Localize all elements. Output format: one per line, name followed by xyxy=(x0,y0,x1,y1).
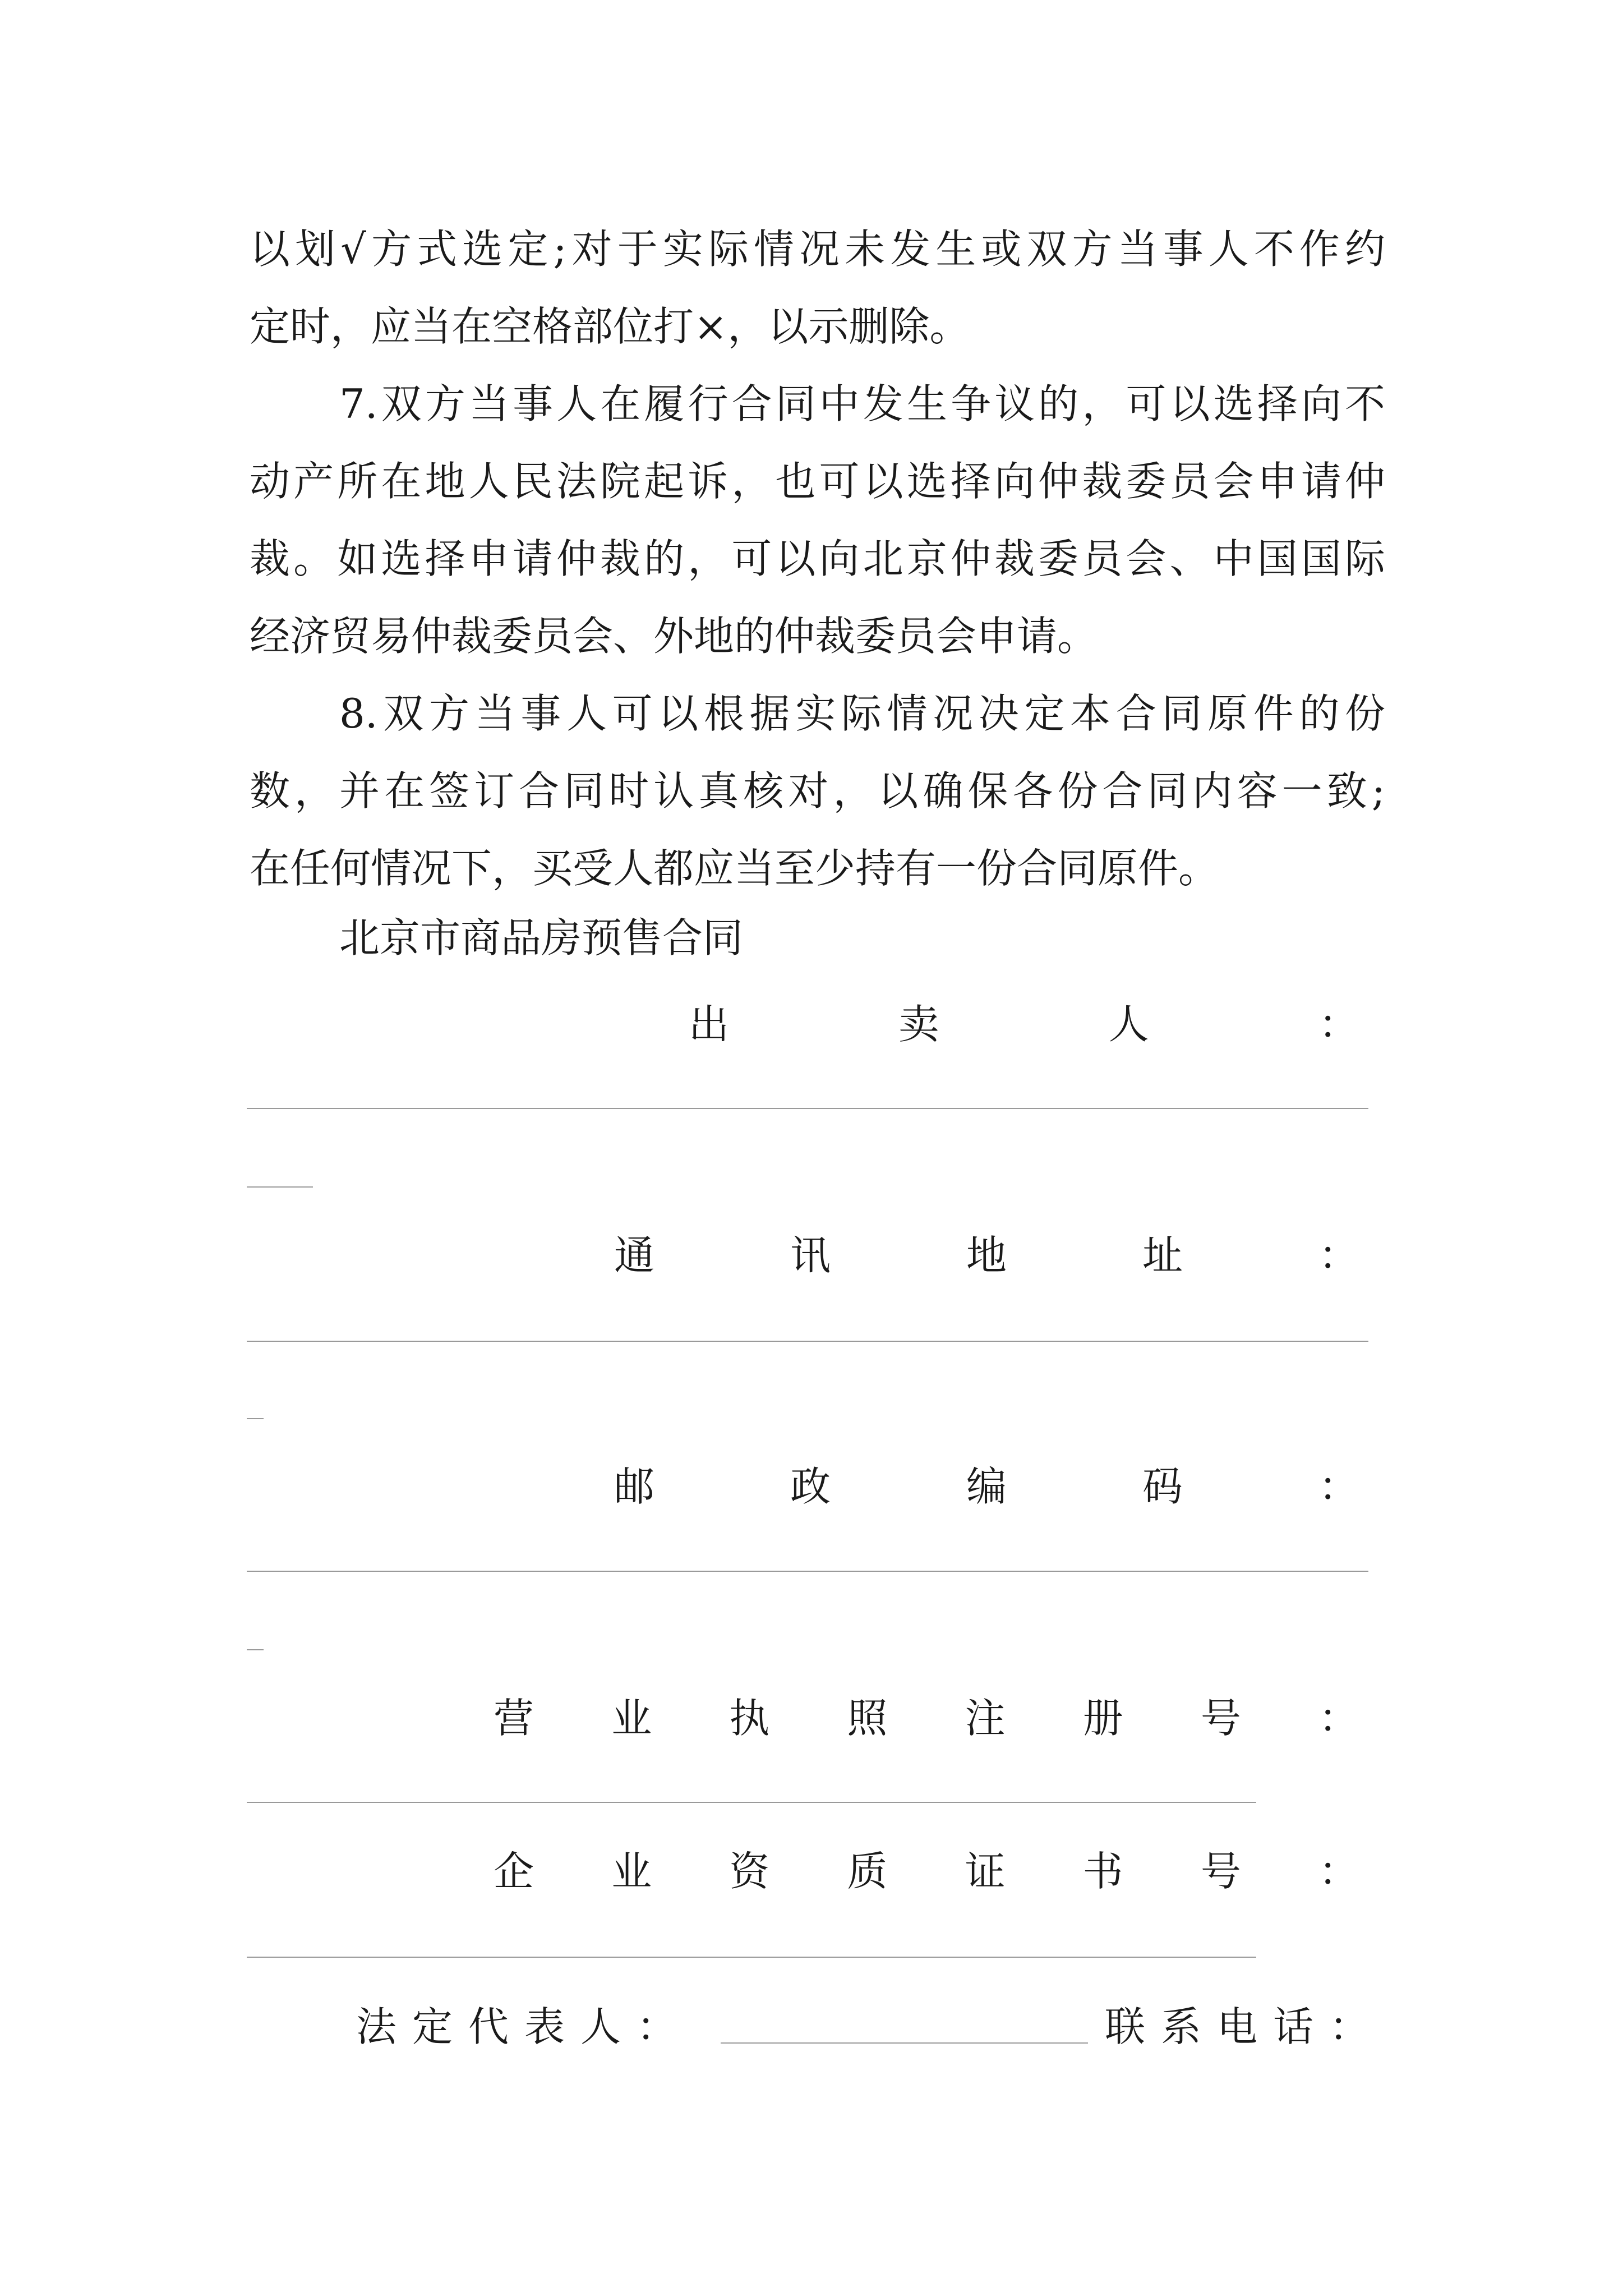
clause-8-line-3: 在任何情况下，买受人都应当至少持有一份合同原件。 xyxy=(250,845,1219,892)
postal-code-label xyxy=(614,1454,1359,1512)
phone-label: 联系电话： xyxy=(1104,2003,1385,2050)
seller-fill-line-tail xyxy=(247,1186,313,1188)
qualification-cert-label-char: 资 xyxy=(729,1848,770,1895)
postal-code-label-colon: ： xyxy=(1318,1463,1359,1510)
business-license-label-char: 册 xyxy=(1082,1695,1123,1742)
business-license-label-char: 营 xyxy=(494,1695,534,1742)
seller-fill-line[interactable] xyxy=(247,1108,1368,1109)
address-fill-line-tail xyxy=(247,1418,264,1419)
address-label-char: 地 xyxy=(966,1232,1007,1279)
clause-7-line-2: 动产所在地人民法院起诉，也可以选择向仲裁委员会申请仲 xyxy=(250,458,1385,505)
qualification-cert-label-char: 业 xyxy=(611,1848,652,1895)
clause-8-line-2: 数，并在签订合同时认真核对，以确保各份合同内容一致; xyxy=(250,767,1385,815)
legal-rep-label: 法定代表人： xyxy=(356,2003,693,2050)
clause-6-line-2: 定时，应当在空格部位打×，以示删除。 xyxy=(250,303,970,350)
seller-label-char: 人 xyxy=(1108,1001,1149,1048)
business-license-label xyxy=(494,1686,1359,1744)
seller-label-char: 出 xyxy=(689,1001,730,1048)
legal-rep-fill-line[interactable] xyxy=(721,2003,1088,2044)
clause-7-line-1: 7.双方当事人在履行合同中发生争议的，可以选择向不 xyxy=(339,380,1385,427)
business-license-label-char: 执 xyxy=(729,1695,770,1742)
postal-code-label-char: 政 xyxy=(790,1463,831,1510)
business-license-label-char: 号 xyxy=(1200,1695,1241,1742)
qualification-cert-label xyxy=(494,1839,1359,1897)
address-label-colon: ： xyxy=(1318,1232,1359,1279)
qualification-cert-label-char: 书 xyxy=(1082,1848,1123,1895)
address-label-char: 通 xyxy=(614,1232,655,1279)
address-label xyxy=(614,1223,1359,1281)
legal-rep-row xyxy=(356,1994,1385,2053)
business-license-label-char: 业 xyxy=(611,1695,652,1742)
qualification-cert-label-char: 质 xyxy=(847,1848,888,1895)
qualification-cert-label-char: 企 xyxy=(494,1848,534,1895)
postal-code-label-char: 邮 xyxy=(614,1463,655,1510)
clause-7-line-4: 经济贸易仲裁委员会、外地的仲裁委员会申请。 xyxy=(250,613,1098,660)
postal-code-label-char: 编 xyxy=(966,1463,1007,1510)
seller-label-char: 卖 xyxy=(898,1001,939,1048)
address-label-char: 讯 xyxy=(790,1232,831,1279)
clause-6-line-1: 以划√方式选定;对于实际情况未发生或双方当事人不作约 xyxy=(250,226,1385,273)
seller-label-colon: ： xyxy=(1318,1001,1359,1048)
business-license-label-char: 注 xyxy=(965,1695,1006,1742)
qualification-cert-label-colon: ： xyxy=(1318,1848,1359,1895)
business-license-label-colon: ： xyxy=(1318,1695,1359,1742)
address-label-char: 址 xyxy=(1142,1232,1183,1279)
postal-code-fill-line[interactable] xyxy=(247,1571,1368,1572)
qualification-cert-label-char: 号 xyxy=(1200,1848,1241,1895)
business-license-fill-line[interactable] xyxy=(247,1802,1256,1803)
clause-8-line-1: 8.双方当事人可以根据实际情况决定本合同原件的份 xyxy=(339,690,1385,737)
contract-title: 北京市商品房预售合同 xyxy=(339,914,744,961)
postal-code-label-char: 码 xyxy=(1142,1463,1183,1510)
clause-7-line-3: 裁。如选择申请仲裁的，可以向北京仲裁委员会、中国国际 xyxy=(250,535,1385,582)
address-fill-line[interactable] xyxy=(247,1341,1368,1342)
qualification-cert-fill-line[interactable] xyxy=(247,1957,1256,1958)
seller-label xyxy=(689,992,1359,1050)
qualification-cert-label-char: 证 xyxy=(965,1848,1006,1895)
postal-code-fill-line-tail xyxy=(247,1649,264,1650)
business-license-label-char: 照 xyxy=(847,1695,888,1742)
